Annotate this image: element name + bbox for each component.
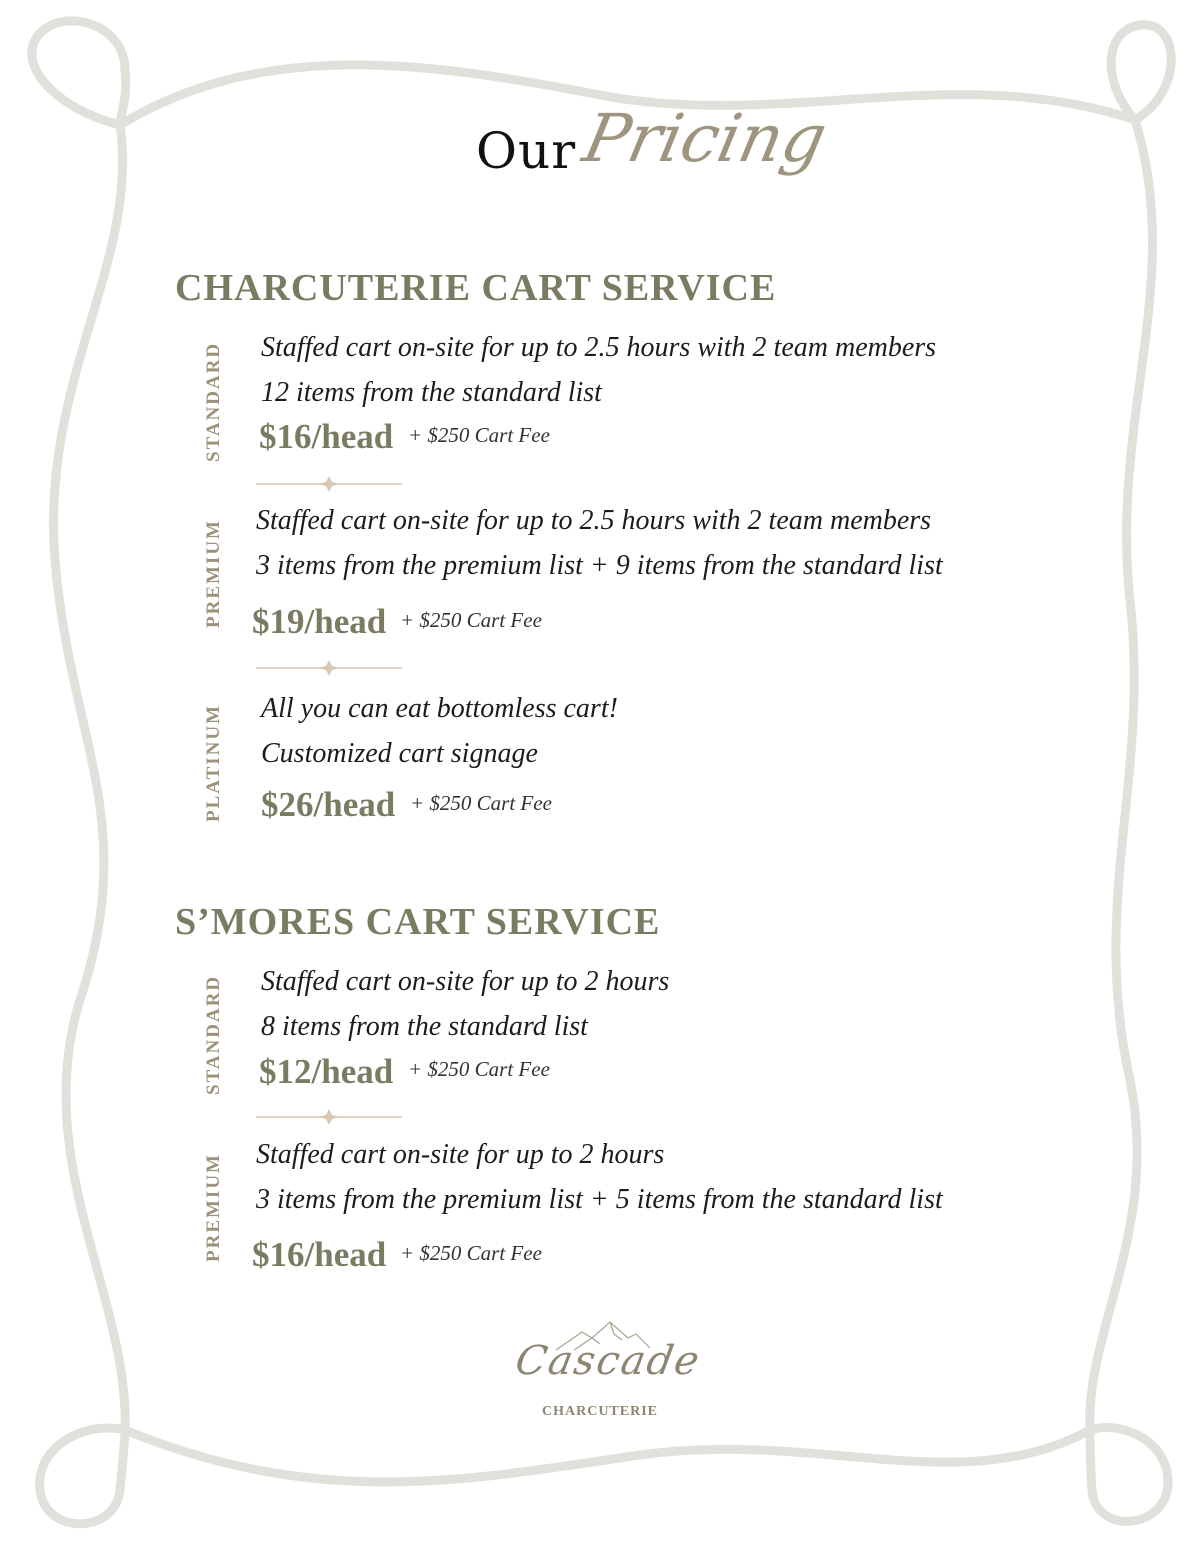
tier-fee: + $250 Cart Fee (408, 423, 550, 447)
section-title-smores: S’MORES CART SERVICE (175, 901, 661, 943)
tier-label-standard: STANDARD (203, 341, 224, 462)
tier-price: $19/head (252, 602, 387, 641)
tier-label-platinum: PLATINUM (203, 703, 224, 822)
title-pricing-script: Pricing (576, 100, 834, 177)
tier-price: $12/head (259, 1052, 394, 1091)
tier-line: Customized cart signage (261, 738, 538, 769)
brand-logo (500, 1318, 705, 1428)
logo-wordmark: Cascade (511, 1338, 705, 1384)
tier-price: $16/head (259, 417, 394, 456)
star-divider (256, 658, 402, 678)
tier-label-premium: PREMIUM (203, 1153, 224, 1262)
tier-label-standard: STANDARD (203, 974, 224, 1095)
tier-fee: + $250 Cart Fee (408, 1057, 550, 1081)
tier-fee: + $250 Cart Fee (410, 791, 552, 815)
title-our: Our (476, 122, 577, 180)
tier-line: Staffed cart on-site for up to 2 hours (261, 966, 670, 997)
tier-price: $26/head (261, 785, 396, 824)
section-title-charcuterie: CHARCUTERIE CART SERVICE (175, 267, 777, 309)
tier-line: 3 items from the premium list + 5 items from the standard list (256, 1184, 943, 1215)
tier-line: All you can eat bottomless cart! (261, 693, 618, 724)
logo-subtitle: CHARCUTERIE (541, 1404, 658, 1419)
tier-line: Staffed cart on-site for up to 2.5 hours with 2 team members (261, 332, 937, 363)
page-title (0, 100, 1200, 230)
tier-fee: + $250 Cart Fee (400, 1241, 542, 1265)
tier-price: $16/head (252, 1235, 387, 1274)
tier-line: 8 items from the standard list (261, 1011, 588, 1042)
tier-line: Staffed cart on-site for up to 2.5 hours with 2 team members (256, 505, 932, 536)
star-divider (256, 1107, 402, 1127)
tier-line: 3 items from the premium list + 9 items from the standard list (256, 550, 943, 581)
star-divider (256, 474, 402, 494)
tier-line: Staffed cart on-site for up to 2 hours (256, 1139, 665, 1170)
tier-line: 12 items from the standard list (261, 377, 602, 408)
tier-fee: + $250 Cart Fee (400, 608, 542, 632)
tier-label-premium: PREMIUM (203, 519, 224, 628)
